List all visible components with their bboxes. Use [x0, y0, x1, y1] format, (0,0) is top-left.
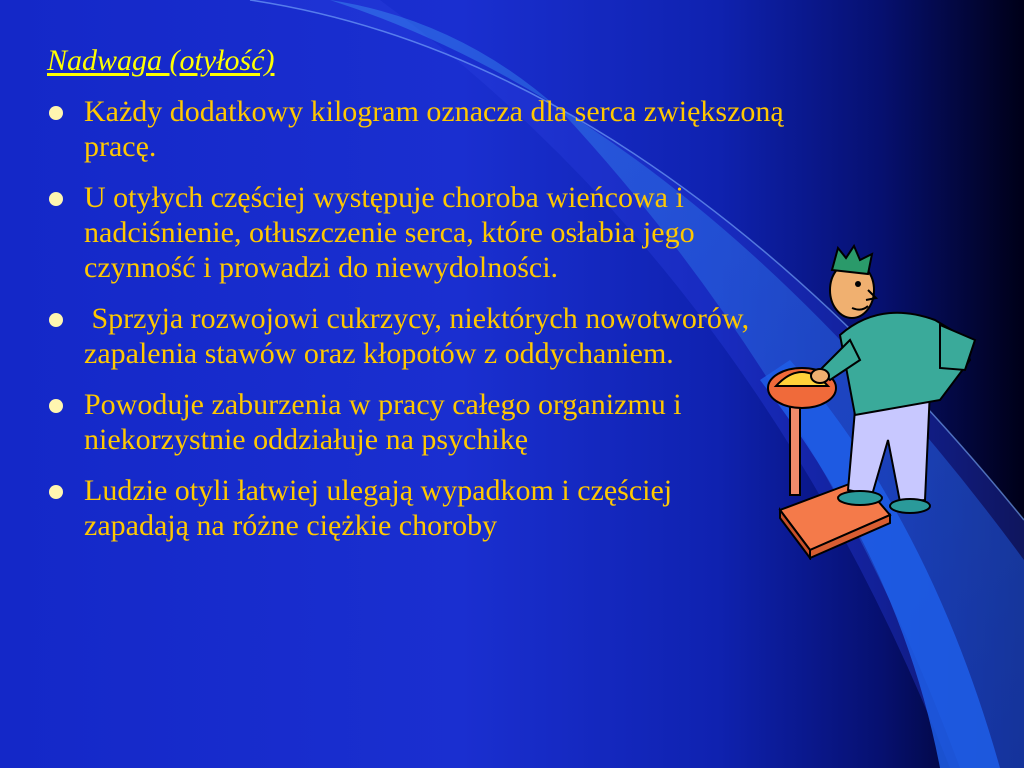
- bullet-item: Powoduje zaburzenia w pracy całego organizmu i niekorzystnie oddziałuje na psychikę: [44, 387, 784, 457]
- bullet-item: Ludzie otyli łatwiej ulegają wypadkom i częściej zapadają na różne ciężkie choroby: [44, 473, 784, 543]
- slide-title: Nadwaga (otyłość): [47, 44, 275, 77]
- bullet-item: Sprzyja rozwojowi cukrzycy, niektórych nowotworów, zapalenia stawów oraz kłopotów z oddychaniem.: [44, 301, 784, 371]
- bullet-item: U otyłych częściej występuje choroba wieńcowa i nadciśnienie, otłuszczenie serca, które osłabia jego czynność i prowadzi do niewydolności.: [44, 180, 784, 285]
- bullet-item: Każdy dodatkowy kilogram oznacza dla serca zwiększoną pracę.: [44, 94, 784, 164]
- man-on-scale-illustration: [760, 240, 990, 560]
- bullet-list: [44, 94, 784, 559]
